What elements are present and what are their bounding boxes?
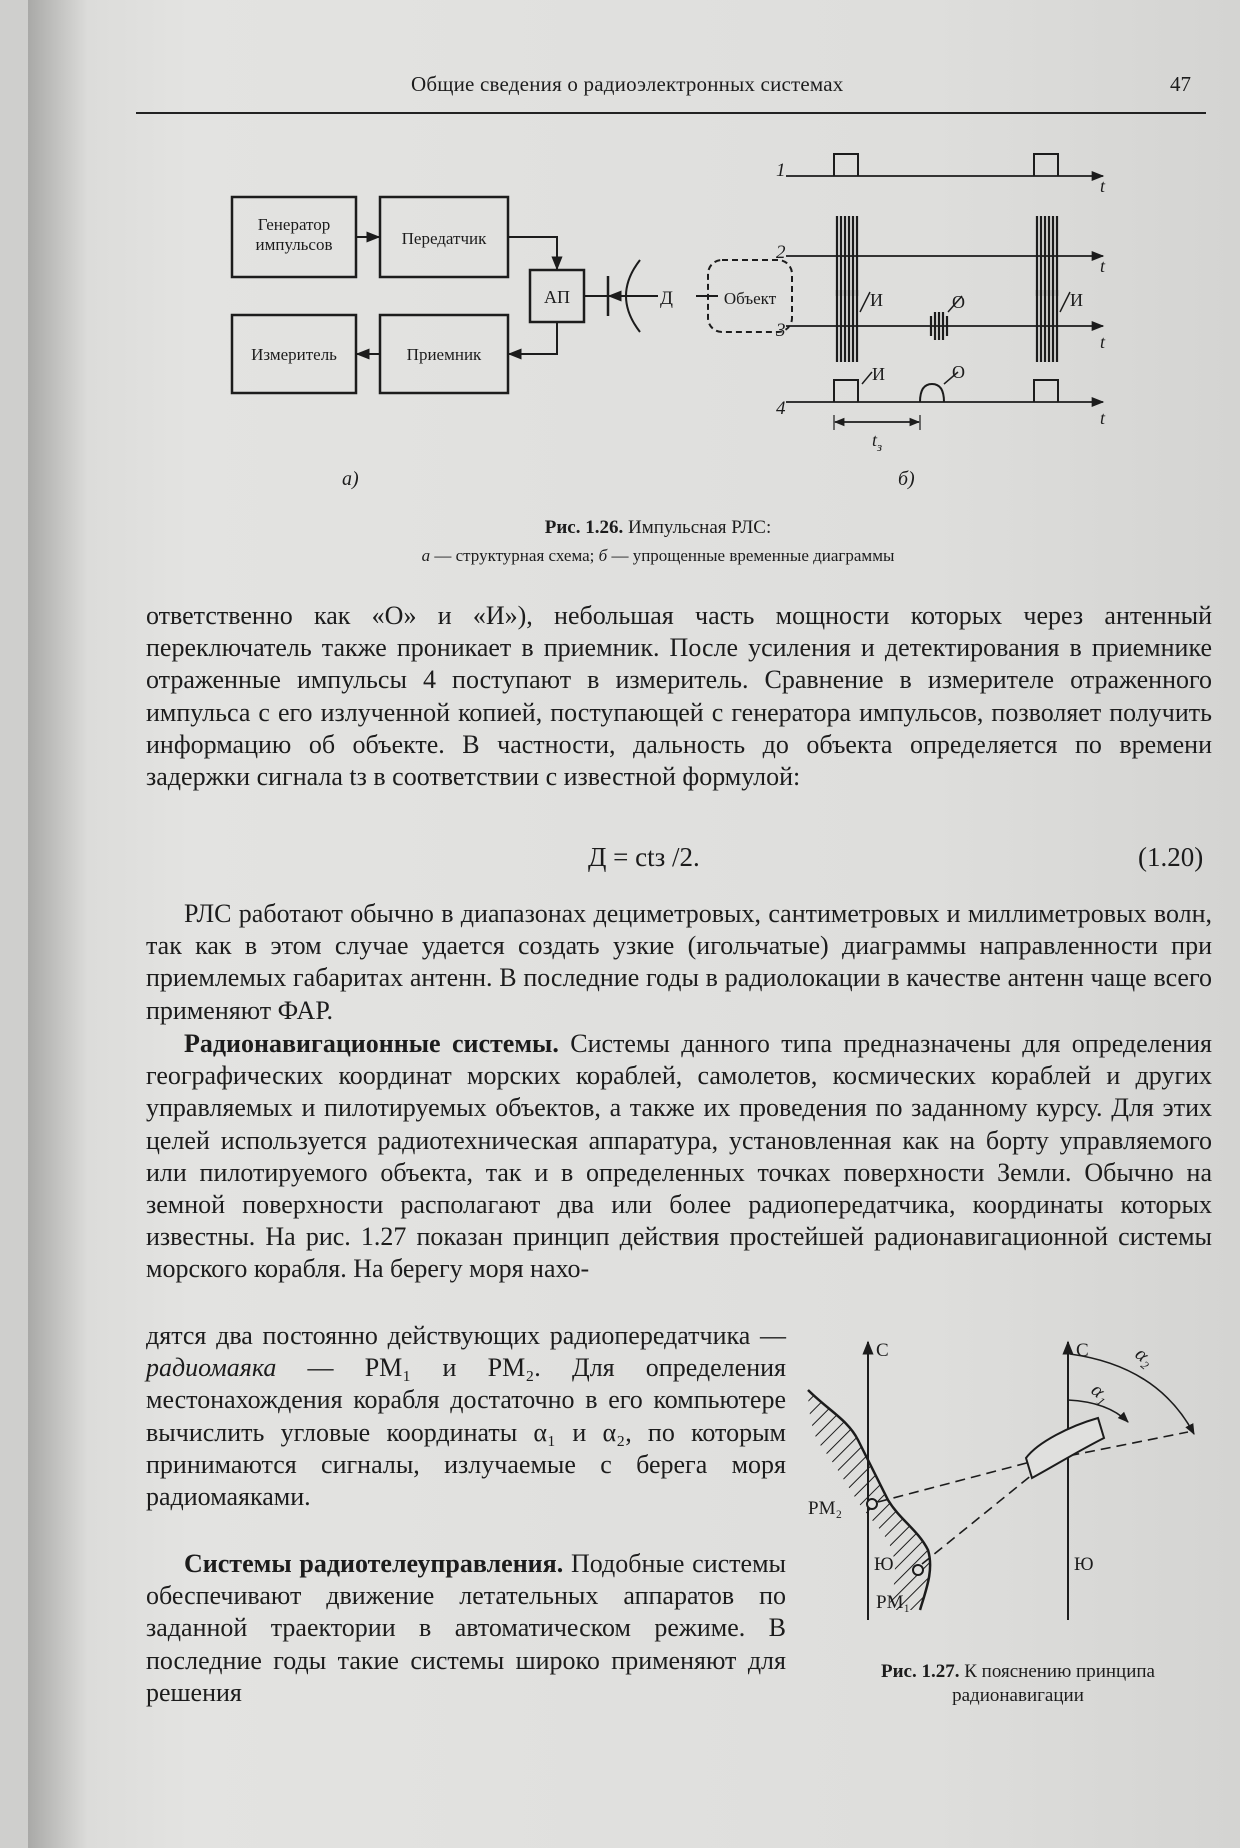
row-3-label: 3 <box>776 320 786 341</box>
rm1-label: РМ₁ <box>876 1592 911 1613</box>
ship-icon <box>1026 1418 1104 1478</box>
paragraph-4-part-b: — РМ₁ и РМ₂. Для определения местонахождения корабля достаточно в его компьютере вычислить угловые координаты α₁ и α₂, по которым принимаются сигналы, излучаемые с берега моря радиомаяками. <box>146 1353 786 1512</box>
row-1-label: 1 <box>776 160 786 181</box>
subcaption-a-letter: а <box>421 546 431 565</box>
ap-label: АП <box>544 287 570 307</box>
paragraph-3 <box>146 1028 1212 1286</box>
object-label: Объект <box>723 289 777 308</box>
figure-1-27-diagram <box>808 1330 1218 1650</box>
page-number: 47 <box>1170 72 1191 96</box>
figure-1-26-caption-number: Рис. 1.26. <box>544 517 624 538</box>
paragraph-3-heading: Радионавигационные системы. <box>184 1029 559 1058</box>
t3-label: $t_з$ <box>872 430 883 454</box>
row-2-label: 2 <box>776 242 786 263</box>
transmitter-label: Передатчик <box>401 229 487 248</box>
book-page <box>28 0 1240 1848</box>
subcaption-a-text: — структурная схема; <box>434 546 595 565</box>
d-label: Д <box>660 288 673 309</box>
figure-1-26-subcaption <box>328 546 988 566</box>
paragraph-4-part-a: дятся два постоянно действующих радиопередатчика — <box>146 1321 786 1350</box>
paragraph-4-italic: радиомаяка <box>146 1353 277 1383</box>
figure-1-26-caption-text: Импульсная РЛС: <box>628 517 772 538</box>
figure-1-27-caption-number: Рис. 1.27. <box>881 1661 960 1682</box>
figure-1-26-block-diagram <box>188 180 777 500</box>
north-label-2: С <box>1076 1340 1089 1361</box>
formula-1-20: Д = ctз /2. <box>588 842 700 872</box>
south-label-1: Ю <box>874 1554 894 1575</box>
subcaption-b-text: — упрощенные временные диаграммы <box>611 546 895 565</box>
row-2-t: t <box>1100 256 1106 276</box>
figure-1-27-caption <box>818 1660 1218 1708</box>
rm2-label: РМ₂ <box>808 1498 843 1519</box>
paragraph-1: ответственно как «О» и «И»), небольшая часть мощности которых через антенный переключатель также проникает в приемник. После усиления и детектирования в приемнике отраженные импульсы 4 поступают в измеритель. Сравнение в измерителе отраженного импульса с его излученной копией, поступающей с генератора импульсов, позволяет получить информацию об объекте. В частности, дальность до объекта определяется по времени задержки сигнала tз в соответствии с известной формулой: <box>146 601 1212 792</box>
running-header-title: Общие сведения о радиоэлектронных системах <box>411 72 844 96</box>
row-3-t: t <box>1100 332 1106 352</box>
paragraph-5-body: Подобные системы обеспечивают движение летательных аппаратов по заданной траектории в автоматическом режиме. В последние годы такие системы широко применяют для решения <box>146 1549 787 1707</box>
row-4-I-label: И <box>872 364 885 384</box>
alpha2-label: α₂ <box>1130 1342 1159 1372</box>
label-a: а) <box>342 468 359 490</box>
paragraph-2: РЛС работают обычно в диапазонах дециметровых, сантиметровых и миллиметровых волн, так как в этом случае удается создать узкие (игольчатые) диаграммы направленности при приемлемых габаритах антенн. В последние годы в радиолокации в качестве антенн чаще всего применяют ФАР. <box>146 899 1212 1025</box>
row-4-t: t <box>1100 408 1106 428</box>
figure-1-27-caption-line-1: К пояснению принципа <box>964 1661 1155 1682</box>
header-rule <box>136 112 1206 114</box>
generator-label-1: Генератор <box>257 215 331 234</box>
row-3-O-label: О <box>952 292 965 312</box>
south-label-2: Ю <box>1074 1554 1094 1575</box>
formula-number: (1.20) <box>1138 842 1204 872</box>
alpha1-label: α₁ <box>1086 1378 1115 1408</box>
beacon-rm2 <box>867 1499 877 1509</box>
figure-1-26-timing-diagrams <box>768 140 1208 500</box>
receiver-label: Приемник <box>406 345 482 364</box>
row-1-t: t <box>1100 176 1106 196</box>
paragraph-5-heading: Системы радиотелеуправления. <box>184 1549 564 1578</box>
generator-label-2: импульсов <box>255 235 333 254</box>
row-3-I-label: И <box>870 290 883 310</box>
north-label-1: С <box>876 1340 889 1361</box>
beacon-rm1 <box>913 1565 923 1575</box>
label-b: б) <box>898 468 915 490</box>
figure-1-27-caption-line-2: радионавигации <box>952 1685 1084 1706</box>
paragraph-5 <box>146 1548 786 1709</box>
paragraph-4 <box>146 1320 786 1513</box>
subcaption-b-letter: б <box>598 546 608 565</box>
paragraph-3-body: Системы данного типа предназначены для определения географических координат морских кораблей, самолетов, космических кораблей и других управляемых и пилотируемых объектов, а также их проведения по заданному курсу. Для этих целей используется радиотехническая аппаратура, установленная как на борту управляемого или пилотируемого объекта, так и в определенных точках поверхности Земли. Обычно на земной поверхности располагают два или более радиопередатчика, координаты которых известны. На рис. 1.27 показан принцип действия простейшей радионавигационной системы морского корабля. На берегу моря нахо- <box>146 1029 1212 1284</box>
row-4-label: 4 <box>776 398 786 419</box>
row-4-O-label: О <box>952 362 965 382</box>
row-3-I-label-2: И <box>1070 290 1083 310</box>
figure-1-26-caption <box>408 517 908 539</box>
meter-label: Измеритель <box>251 345 337 364</box>
